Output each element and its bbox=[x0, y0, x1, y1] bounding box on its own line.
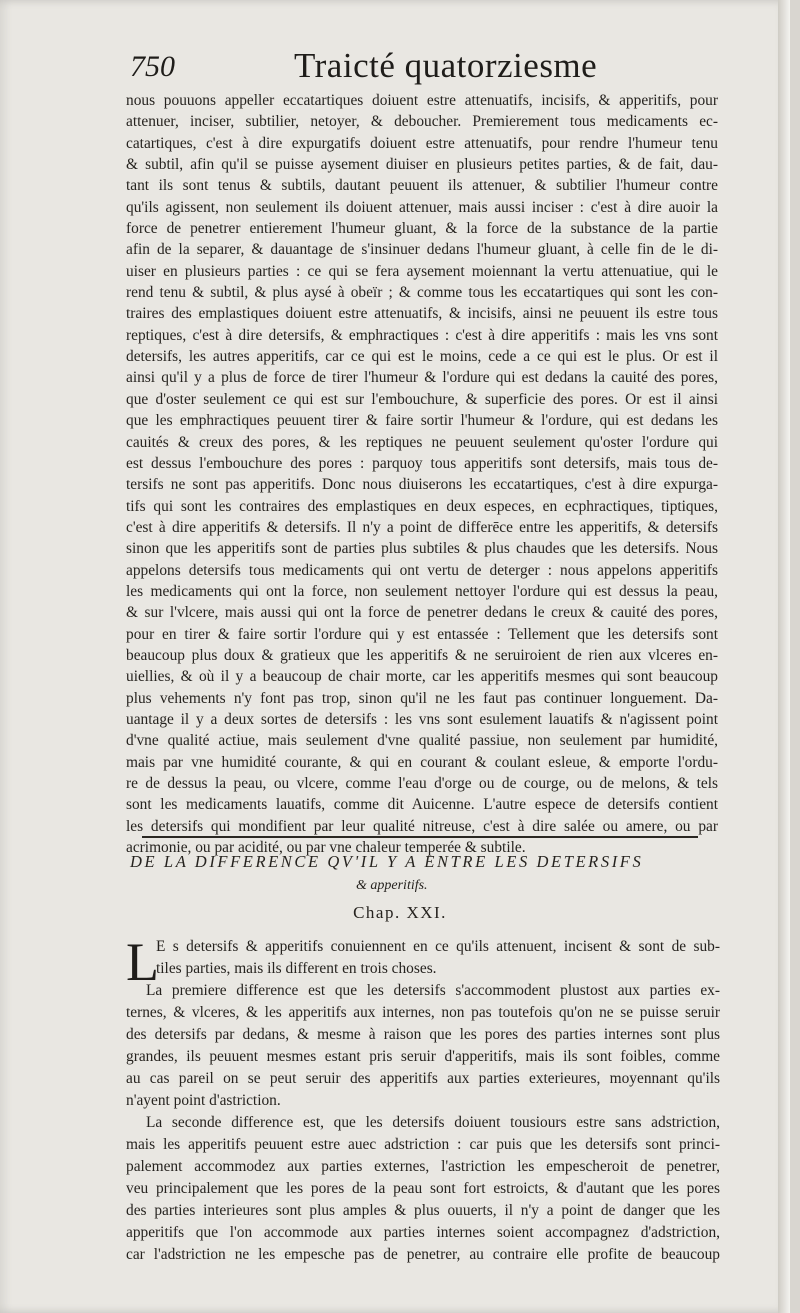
text-line: plus vehements n'y font pas trop, sinon qu'il ne les faut pas continuer longuement. Da- bbox=[126, 689, 718, 707]
text-line: des parties interieures sont plus amples & plus ouuerts, il n'y a point de danger que les bbox=[126, 1202, 720, 1219]
text-line: uiellies, & où il y a beaucoup de chair morte, car les apperitifs mesmes qui sont beaucoup bbox=[126, 668, 718, 686]
text-line: tant ils sont tenus & subtils, dautant peuuent ils attenuer, & subtilier l'humeur contre bbox=[126, 177, 718, 195]
text-line: cauités & creux des pores, & les reptiques ne peuuent seulement qu'oster l'ordure qui bbox=[126, 433, 718, 451]
text-line: ainsi qu'il y a plus de force de tirer l'humeur & l'ordure qui est dedans la cauité des pores, bbox=[126, 369, 718, 387]
text-line: uantage il y a deux sortes de detersifs : les vns sont esulement lauatifs & n'agissent point bbox=[126, 710, 718, 728]
text-line: sinon que les apperitifs sont de parties plus subtiles & plus chaudes que les detersifs. Nous bbox=[126, 540, 718, 558]
text-line: afin de la separer, & dauantage de s'insinuer dedans l'humeur gluant, à celle fin de le di- bbox=[126, 241, 718, 259]
text-line: car l'adstriction ne les empesche pas de penetrer, au contraire elle profite de beaucoup bbox=[126, 1246, 720, 1263]
chapter-body bbox=[126, 932, 720, 1266]
text-line: au cas pareil on se peut seruir des apperitifs aux parties exterieures, moyennant qu'ils bbox=[126, 1070, 720, 1087]
text-line: d'vne qualité actiue, mais seulement d'vne qualité passiue, non seulement par humidité, bbox=[126, 732, 718, 750]
text-line: catartiques, c'est à dire expurgatifs doiuent estre attenuatifs, pour rendre l'humeur tenu bbox=[126, 134, 718, 152]
text-line: traires des emplastiques doiuent estre attenuatifs, & incisifs, ainsi ne peuuent ils estre tous bbox=[126, 305, 718, 323]
text-line: ternes, & vlceres, & les apperitifs aux internes, non pas toutefois qu'on ne se puisse seruir bbox=[126, 1004, 720, 1021]
page-number: 750 bbox=[130, 50, 175, 83]
body-text bbox=[126, 90, 718, 858]
text-line: beaucoup plus doux & gratieux que les apperitifs & ne seruiroient de rien aux vlceres en- bbox=[126, 646, 718, 664]
text-line: des detersifs par dedans, & mesme à raison que les pores des parties internes sont plus bbox=[126, 1026, 720, 1043]
text-line: que d'oster seulement ce qui est sur l'embouchure, & superficie des pores. Or est il ainsi bbox=[126, 390, 718, 408]
text-line: tersifs ne sont pas apperitifs. Donc nous diuiserons les eccatartiques, c'est à dire expurga- bbox=[126, 476, 718, 494]
text-line: rend tenu & subtil, & plus aysé à obeïr ; & comme tous les eccatartiques qui sont les con- bbox=[126, 284, 718, 302]
text-line: sont les medicaments lauatifs, comme dit Auicenne. L'autre espece de detersifs contient bbox=[126, 796, 718, 814]
text-line: La premiere difference est que les detersifs s'accommodent plustost aux parties ex- bbox=[146, 982, 720, 999]
text-line: palement accommodez aux parties externes, l'astriction les empescheroit de penetrer, bbox=[126, 1158, 720, 1175]
text-line: reptiques, c'est à dire detersifs, & emphractiques : c'est à dire apperitifs : mais les vns sont bbox=[126, 326, 718, 344]
text-line: les detersifs qui mondifient par leur qualité nitreuse, c'est à dire salée ou amere, ou par bbox=[126, 817, 718, 835]
text-line: acrimonie, ou par acidité, ou par vne chaleur temperée & subtile. bbox=[126, 839, 526, 857]
text-line: apperitifs que l'on accommode aux parties internes soient accompagnez d'adstriction, bbox=[126, 1224, 720, 1241]
text-line: attenuer, inciser, subtilier, netoyer, & deboucher. Premierement tous medicaments ec- bbox=[126, 113, 718, 131]
text-line: mais les apperitifs peuuent estre auec adstriction : car puis que les detersifs sont princi- bbox=[126, 1136, 720, 1153]
text-line: nous pouuons appeller eccatartiques doiuent estre attenuatifs, incisifs, & apperitifs, pour bbox=[126, 92, 718, 109]
text-line: & sur l'vlcere, mais aussi qui ont la force de penetrer dedans le creux & cauité des pores, bbox=[126, 604, 718, 622]
text-line: & subtil, afin qu'il se puisse aysement diuiser en plusieurs petites parties, & de fait, dau- bbox=[126, 156, 718, 174]
text-line: E s detersifs & apperitifs conuiennent en ce qu'ils attenuent, incisent & sont de sub- bbox=[156, 938, 720, 955]
text-line: re de dessus la peau, ou vlcere, comme l'eau d'orge ou de courge, ou de melons, & tels bbox=[126, 775, 718, 792]
text-line: n'ayent point d'astriction. bbox=[126, 1092, 281, 1109]
section-heading-continuation: & apperitifs. bbox=[356, 878, 428, 893]
page-gutter bbox=[778, 0, 790, 1313]
running-title: Traicté quatorziesme bbox=[294, 46, 598, 85]
text-line: est dessus l'embouchure des pores : parquoy tous apperitifs sont detersifs, mais tous de- bbox=[126, 454, 718, 472]
text-line: veu principalement que les pores de la peau sont fort estroicts, & d'autant que les pores bbox=[126, 1180, 720, 1197]
drop-cap: L bbox=[126, 932, 159, 992]
text-line: pour en tirer & faire sortir l'ordure qui y est entassée : Tellement que les detersifs sont bbox=[126, 625, 718, 643]
text-line: qu'ils agissent, non seulement ils doiuent attenuer, mais aussi inciser : c'est à dire auoir la bbox=[126, 198, 718, 216]
section-heading bbox=[130, 850, 718, 898]
text-line: appelons detersifs tous medicaments qui ont vertu de deterger : nous appelons apperitifs bbox=[126, 561, 718, 579]
text-line: c'est à dire apperitifs & detersifs. Il n'y a point de differēce entre les apperitifs, & detersifs bbox=[126, 518, 718, 536]
page-header bbox=[118, 44, 718, 96]
text-line: detersifs, les autres apperitifs, car ce qui est le moins, cede a ce qui est le plus. Or est il bbox=[126, 348, 718, 366]
text-line: que les emphractiques peuuent tirer & faire sortir l'humeur & l'ordure, qui est dedans les bbox=[126, 412, 718, 430]
text-line: tifs qui sont les contraires des emplastiques en deux especes, en ecphractiques, tiptiques, bbox=[126, 497, 718, 515]
text-line: tiles parties, mais ils different en trois choses. bbox=[156, 960, 437, 977]
text-line: grandes, ils peuuent mesmes estant pris seruir d'apperitifs, mais ils sont foibles, comme bbox=[126, 1048, 720, 1065]
text-line: La seconde difference est, que les detersifs doiuent tousiours estre sans adstriction, bbox=[146, 1114, 720, 1131]
text-line: uiser en plusieurs parties : ce qui se fera aysement moiennant la vertu attenuatiue, qui le bbox=[126, 262, 718, 280]
section-divider bbox=[142, 836, 698, 838]
chapter-label: Chap. XXI. bbox=[353, 903, 447, 922]
text-line: les medicaments qui ont la force, non seulement nettoyer l'ordure qui est dessus la peau, bbox=[126, 582, 718, 600]
text-line: force de penetrer entierement l'humeur gluant, & la force de la substance de la partie bbox=[126, 220, 718, 238]
section-heading-text: DE LA DIFFERENCE QV'IL Y A ENTRE LES DETERSIFS bbox=[130, 852, 644, 871]
text-line: mais par vne humidité courante, & qui en courant & coulant esleue, & emporte l'ordu- bbox=[126, 753, 718, 771]
